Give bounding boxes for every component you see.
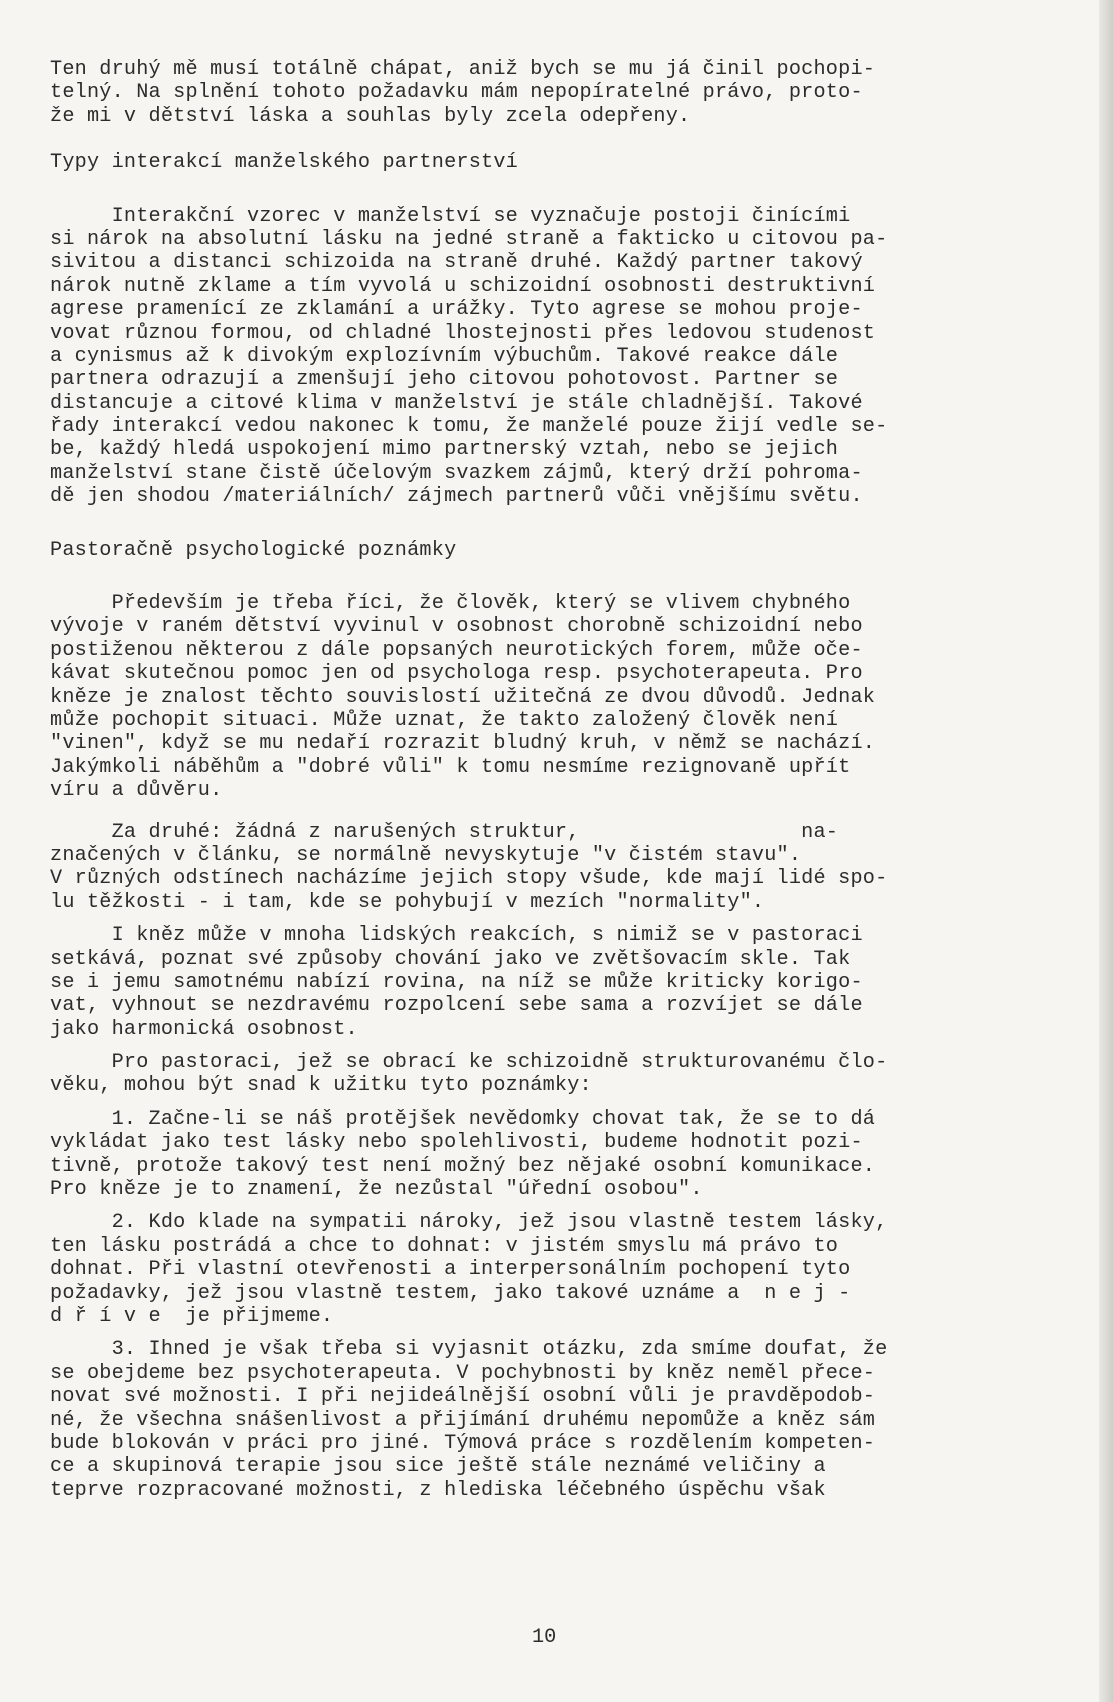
text-line: be, každý hledá uspokojení mimo partnerský vztah, nebo se jejich <box>50 438 839 462</box>
text-line: bude blokován v práci pro jiné. Týmová práce s rozdělením kompeten- <box>50 1431 876 1455</box>
text-line: dohnat. Při vlastní otevřenosti a interpersonálním pochopení tyto <box>50 1258 851 1282</box>
text-line: postiženou některou z dále popsaných neurotických forem, může oče- <box>50 638 863 662</box>
text-line: 1. Začne-li se náš protějšek nevědomky chovat tak, že se to dá <box>50 1107 876 1131</box>
paragraph-priest <box>50 924 1060 1041</box>
heading-pastoral-notes: Pastoračně psychologické poznámky <box>50 538 457 562</box>
text-line: lu těžkosti - i tam, kde se pohybují v mezích "normality". <box>50 890 765 914</box>
text-line: telný. Na splnění tohoto požadavku mám nepopíratelné právo, proto- <box>50 81 863 105</box>
section-pastoral-notes <box>50 592 1060 803</box>
text-line: řady interakcí vedou nakonec k tomu, že manželé pouze žijí vedle se- <box>50 415 888 439</box>
intro-paragraph <box>50 58 1060 128</box>
text-line: vykládat jako test lásky nebo spolehlivosti, budeme hodnotit pozi- <box>50 1131 863 1155</box>
text-line: se i jemu samotnému nabízí rovina, na níž se může kriticky korigo- <box>50 970 863 994</box>
page-number: 10 <box>532 1626 557 1649</box>
text-line: ce a skupinová terapie jsou sice ještě stále neznámé veličiny a <box>50 1455 826 1479</box>
text-line: může pochopit situaci. Může uznat, že takto založený člověk není <box>50 708 839 732</box>
text-line: agrese pramenící ze zklamání a urážky. Tyto agrese se mohou proje- <box>50 298 863 322</box>
text-line: Pro kněze je to znamení, že nezůstal "úřední osobou". <box>50 1178 703 1202</box>
text-line: teprve rozpracované možnosti, z hlediska léčebného úspěchu však <box>50 1478 826 1502</box>
text-line: Pro pastoraci, jež se obrací ke schizoidně strukturovanému člo- <box>50 1051 888 1075</box>
text-line: ten lásku postrádá a chce to dohnat: v jistém smyslu má právo to <box>50 1234 839 1258</box>
text-line: Především je třeba říci, že člověk, který se vlivem chybného <box>50 592 851 616</box>
text-line: Interakční vzorec v manželství se vyznačuje postoji činícími <box>50 204 851 228</box>
text-line: partnera odrazují a zmenšují jeho citovou pohotovost. Partner se <box>50 368 839 392</box>
text-line: požadavky, jež jsou vlastně testem, jako takové uznáme a n e j - <box>50 1281 851 1305</box>
numbered-item-2 <box>50 1211 1060 1328</box>
text-line: Za druhé: žádná z narušených struktur, na- <box>50 820 839 844</box>
document-body <box>50 58 1060 1502</box>
paragraph-for-pastoral-care <box>50 1051 1060 1098</box>
text-line: vovat různou formou, od chladné lhostejnosti přes ledovou studenost <box>50 321 876 345</box>
numbered-item-3 <box>50 1338 1060 1502</box>
text-line: tivně, protože takový test není možný bez nějaké osobní komunikace. <box>50 1154 876 1178</box>
text-line: vat, vyhnout se nezdravému rozpolcení sebe sama a rozvíjet se dále <box>50 994 863 1018</box>
text-line: kněze je znalost těchto souvislostí užitečná ze dvou důvodů. Jednak <box>50 685 876 709</box>
heading-interaction-types: Typy interakcí manželského partnerství <box>50 151 518 175</box>
text-line: setkává, poznat své způsoby chování jako ve zvětšovacím skle. Tak <box>50 947 851 971</box>
text-line: si nárok na absolutní lásku na jedné straně a fakticko u citovou pa- <box>50 227 888 251</box>
text-line: né, že všechna snášenlivost a přijímání druhému nepomůže a kněz sám <box>50 1408 876 1432</box>
text-line: I kněz může v mnoha lidských reakcích, s nimiž se v pastoraci <box>50 924 863 948</box>
text-line: nárok nutně zklame a tím vyvolá u schizoidní osobnosti destruktivní <box>50 274 876 298</box>
text-line: Jakýmkoli náběhům a "dobré vůli" k tomu nesmíme rezignovaně upřít <box>50 755 851 779</box>
text-line: se obejdeme bez psychoterapeuta. V pochybnosti by kněz neměl přece- <box>50 1361 876 1385</box>
text-line: distancuje a citové klima v manželství je stále chladnější. Takové <box>50 391 863 415</box>
text-line: "vinen", když se mu nedaří rozrazit bludný kruh, v němž se nachází. <box>50 732 876 756</box>
text-line: d ř í v e je přijmeme. <box>50 1304 334 1328</box>
text-line: že mi v dětství láska a souhlas byly zcela odepřeny. <box>50 104 691 128</box>
text-line: věku, mohou být snad k užitku tyto poznámky: <box>50 1074 592 1098</box>
page-edge-shadow <box>1099 0 1113 1702</box>
text-line: vývoje v raném dětství vyvinul v osobnost chorobně schizoidní nebo <box>50 615 863 639</box>
text-line: víru a důvěru. <box>50 779 223 803</box>
numbered-item-1 <box>50 1108 1060 1202</box>
text-line: manželství stane čistě účelovým svazkem zájmů, který drží pohroma- <box>50 461 863 485</box>
text-line: 2. Kdo klade na sympatii nároky, jež jsou vlastně testem lásky, <box>50 1211 888 1235</box>
text-line: jako harmonická osobnost. <box>50 1017 358 1041</box>
text-line: dě jen shodou /materiálních/ zájmech partnerů vůči vnějšímu světu. <box>50 485 863 509</box>
text-line: a cynismus až k divokým explozívním výbuchům. Takové reakce dále <box>50 344 839 368</box>
text-line: kávat skutečnou pomoc jen od psychologa resp. psychoterapeuta. Pro <box>50 662 863 686</box>
text-line: Ten druhý mě musí totálně chápat, aniž bych se mu já činil pochopi- <box>50 58 876 81</box>
section-interaction-types <box>50 205 1060 509</box>
text-line: sivitou a distanci schizoida na straně druhé. Každý partner takový <box>50 251 863 275</box>
paragraph-second-point <box>50 821 1060 915</box>
text-line: V různých odstínech nacházíme jejich stopy všude, kde mají lidé spo- <box>50 867 888 891</box>
text-line: novat své možnosti. I při nejideálnější osobní vůli je pravděpodob- <box>50 1385 876 1409</box>
text-line: značených v článku, se normálně nevyskytuje "v čistém stavu". <box>50 843 802 867</box>
text-line: 3. Ihned je však třeba si vyjasnit otázku, zda smíme doufat, že <box>50 1338 888 1362</box>
